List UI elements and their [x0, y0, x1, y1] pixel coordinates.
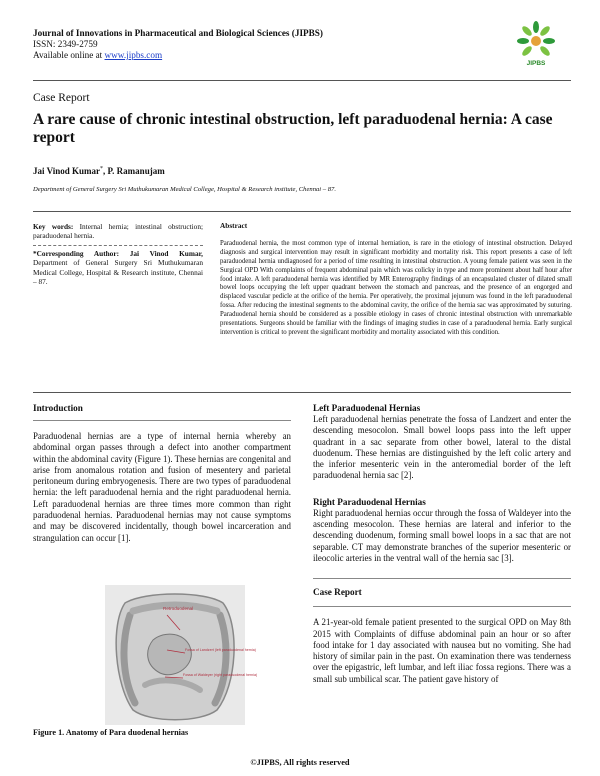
leaf-wreath-icon	[514, 20, 558, 60]
journal-availability	[33, 50, 323, 61]
intro-text: Paraduodenal hernias are a type of internal hernia whereby an abdominal organ passes through a defect into another compartment within the abdominal cavity (Figure 1). These hernias are congenital and arise from anomalous rotation and fusion of mesentery and parietal peritoneum during embryogenesis. There are two types of paraduodenal hernia: the left paraduodenal hernia and the right paraduodenal hernia. Left paraduodenal hernias are three times more common than right paraduodenal hernias. Paraduodenal hernias may not cause symptoms and may be discovered incidentally, though bowel incarceration and strangulation can occur [1].	[33, 431, 291, 543]
case-heading: Case Report	[313, 587, 362, 598]
author-list	[33, 166, 165, 176]
right-pd-heading: Right Paraduodenal Hernias	[313, 496, 426, 507]
case-rule-bottom	[313, 606, 571, 607]
corresponding-author	[33, 249, 203, 287]
copyright-footer: ©JIPBS, All rights reserved	[250, 758, 350, 767]
column-left	[33, 403, 291, 544]
article-meta-sidebar	[33, 222, 203, 286]
available-prefix: Available online at	[33, 50, 105, 60]
column-right	[313, 403, 571, 685]
journal-header	[33, 28, 323, 61]
keywords-text: Internal hernia; intestinal obstruction; paraduodenal hernia.	[33, 222, 203, 241]
figure-label-retroduodenal: Retroduodenal	[163, 606, 194, 611]
author-1: Jai Vinod Kumar	[33, 166, 101, 176]
figure-label-landzert: Fossa of Landzert (left paraduodenal hernia)	[185, 648, 256, 652]
right-pd-text: Right paraduodenal hernias occur through the fossa of Waldeyer into the ascending mesocolon. These hernias are lateral and inferior to the descending duodenum, forming small bowel loops in a sac that are not separable. CT may demonstrate branches of the superior mesenteric or ileocolic arteries in the ventral wall of the hernia sac [3].	[313, 507, 571, 563]
left-pd-heading: Left Paraduodenal Hernias	[313, 403, 421, 413]
journal-issn: ISSN: 2349-2759	[33, 39, 98, 49]
keywords-label: Key words:	[33, 222, 74, 231]
intro-heading: Introduction	[33, 403, 83, 413]
author-2: P. Ramanujam	[107, 166, 165, 176]
left-pd-text: Left paraduodenal hernias penetrate the fossa of Landzert and enter the descending mesocolon. Small bowel loops pass into the left upper quadrant in a sac separate from other bowel, lateral to the distal duodenum. These hernias are distinguished by the left colic artery and the inferior mesenteric vein in the anteromedial border of the left paraduodenal hernia sac [2].	[313, 414, 571, 481]
abstract-heading: Abstract	[220, 221, 248, 230]
author-separator: ,	[103, 166, 108, 176]
article-title: A rare cause of chronic intestinal obstruction, left paraduodenal hernia: A case report	[33, 111, 553, 146]
figure-label-waldeyer: Fossa of Waldeyer (right paraduodenal hernia)	[183, 673, 258, 677]
header-divider	[33, 80, 571, 81]
case-rule-top	[313, 578, 571, 579]
affiliation: Department of General Surgery Sri Muthukumaran Medical College, Hospital & Research institute, Chennai – 87.	[33, 186, 336, 193]
abstract	[220, 222, 572, 338]
figure-caption: Figure 1. Anatomy of Para duodenal hernias	[33, 728, 189, 737]
sidebar-divider	[33, 245, 203, 246]
case-text: A 21-year-old female patient presented to the surgical OPD on May 8th 2015 with Complaints of diffuse abdominal pain an hour or so after food intake for 1 day associated with nausea but no vomiting. She had history of similar pain in the past. On examination there was tenderness over the epigastric, left lumbar, and left iliac fossa regions. There was a small sub umbilical scar. The patient gave history of	[313, 617, 571, 684]
keywords	[33, 222, 203, 241]
abstract-text: Paraduodenal hernia, the most common type of internal herniation, is rare in the etiology of intestinal obstruction. Delayed diagnosis and surgical intervention may result in significant morbidity and mortality risk. This report presents a case of left paraduodenal hernia undiagnosed for a period of time resulting in intestinal obstruction. A young female patient was seen in the Surgical OPD With complaints of frequent abdominal pain which was colicky in type and more prominent about half hour after food intake. A left paraduodenal hernia was identified by MR Enterography findings of an encapsulated cluster of dilated small bowel loops occupying the left upper quadrant between the stomach and pancreas, and the presence of an engorged and displaced vascular pedicle at the orifice of the hernia. Per operatively, the proximal jejunum was found in the left paraduodenal fossa. After reducing the intestinal segments to the abdominal cavity, the orifice of the hernia sac was approximated by suturing. Paraduodenal hernia should be considered as a possible etiology in cases of chronic intestinal obstruction with unremarkable presentations. Surgeons should be familiar with the findings of imaging studies in case of a paraduodenal hernia. Early surgical intervention is critical to prevent the significant morbidity and mortality associated with this condition.	[220, 239, 572, 336]
anatomy-illustration	[105, 585, 258, 725]
journal-website-link[interactable]: www.jipbs.com	[104, 50, 163, 60]
journal-logo	[514, 20, 558, 76]
abstract-divider	[33, 392, 571, 393]
corresponding-label: *Corresponding Author: Jai Vinod Kumar,	[33, 248, 203, 258]
corresponding-text: Department of General Surgery Sri Muthukumaran Medical College, Hospital & Research institute, Chennai – 87.	[33, 258, 203, 287]
article-type: Case Report	[33, 92, 90, 104]
anatomy-figure	[105, 585, 258, 725]
journal-name: Journal of Innovations in Pharmaceutical and Biological Sciences (JIPBS)	[33, 28, 323, 38]
logo-text: JIPBS	[526, 60, 546, 67]
corresponding-mark: *	[100, 166, 104, 172]
meta-divider	[33, 211, 571, 212]
intro-rule	[33, 420, 291, 421]
